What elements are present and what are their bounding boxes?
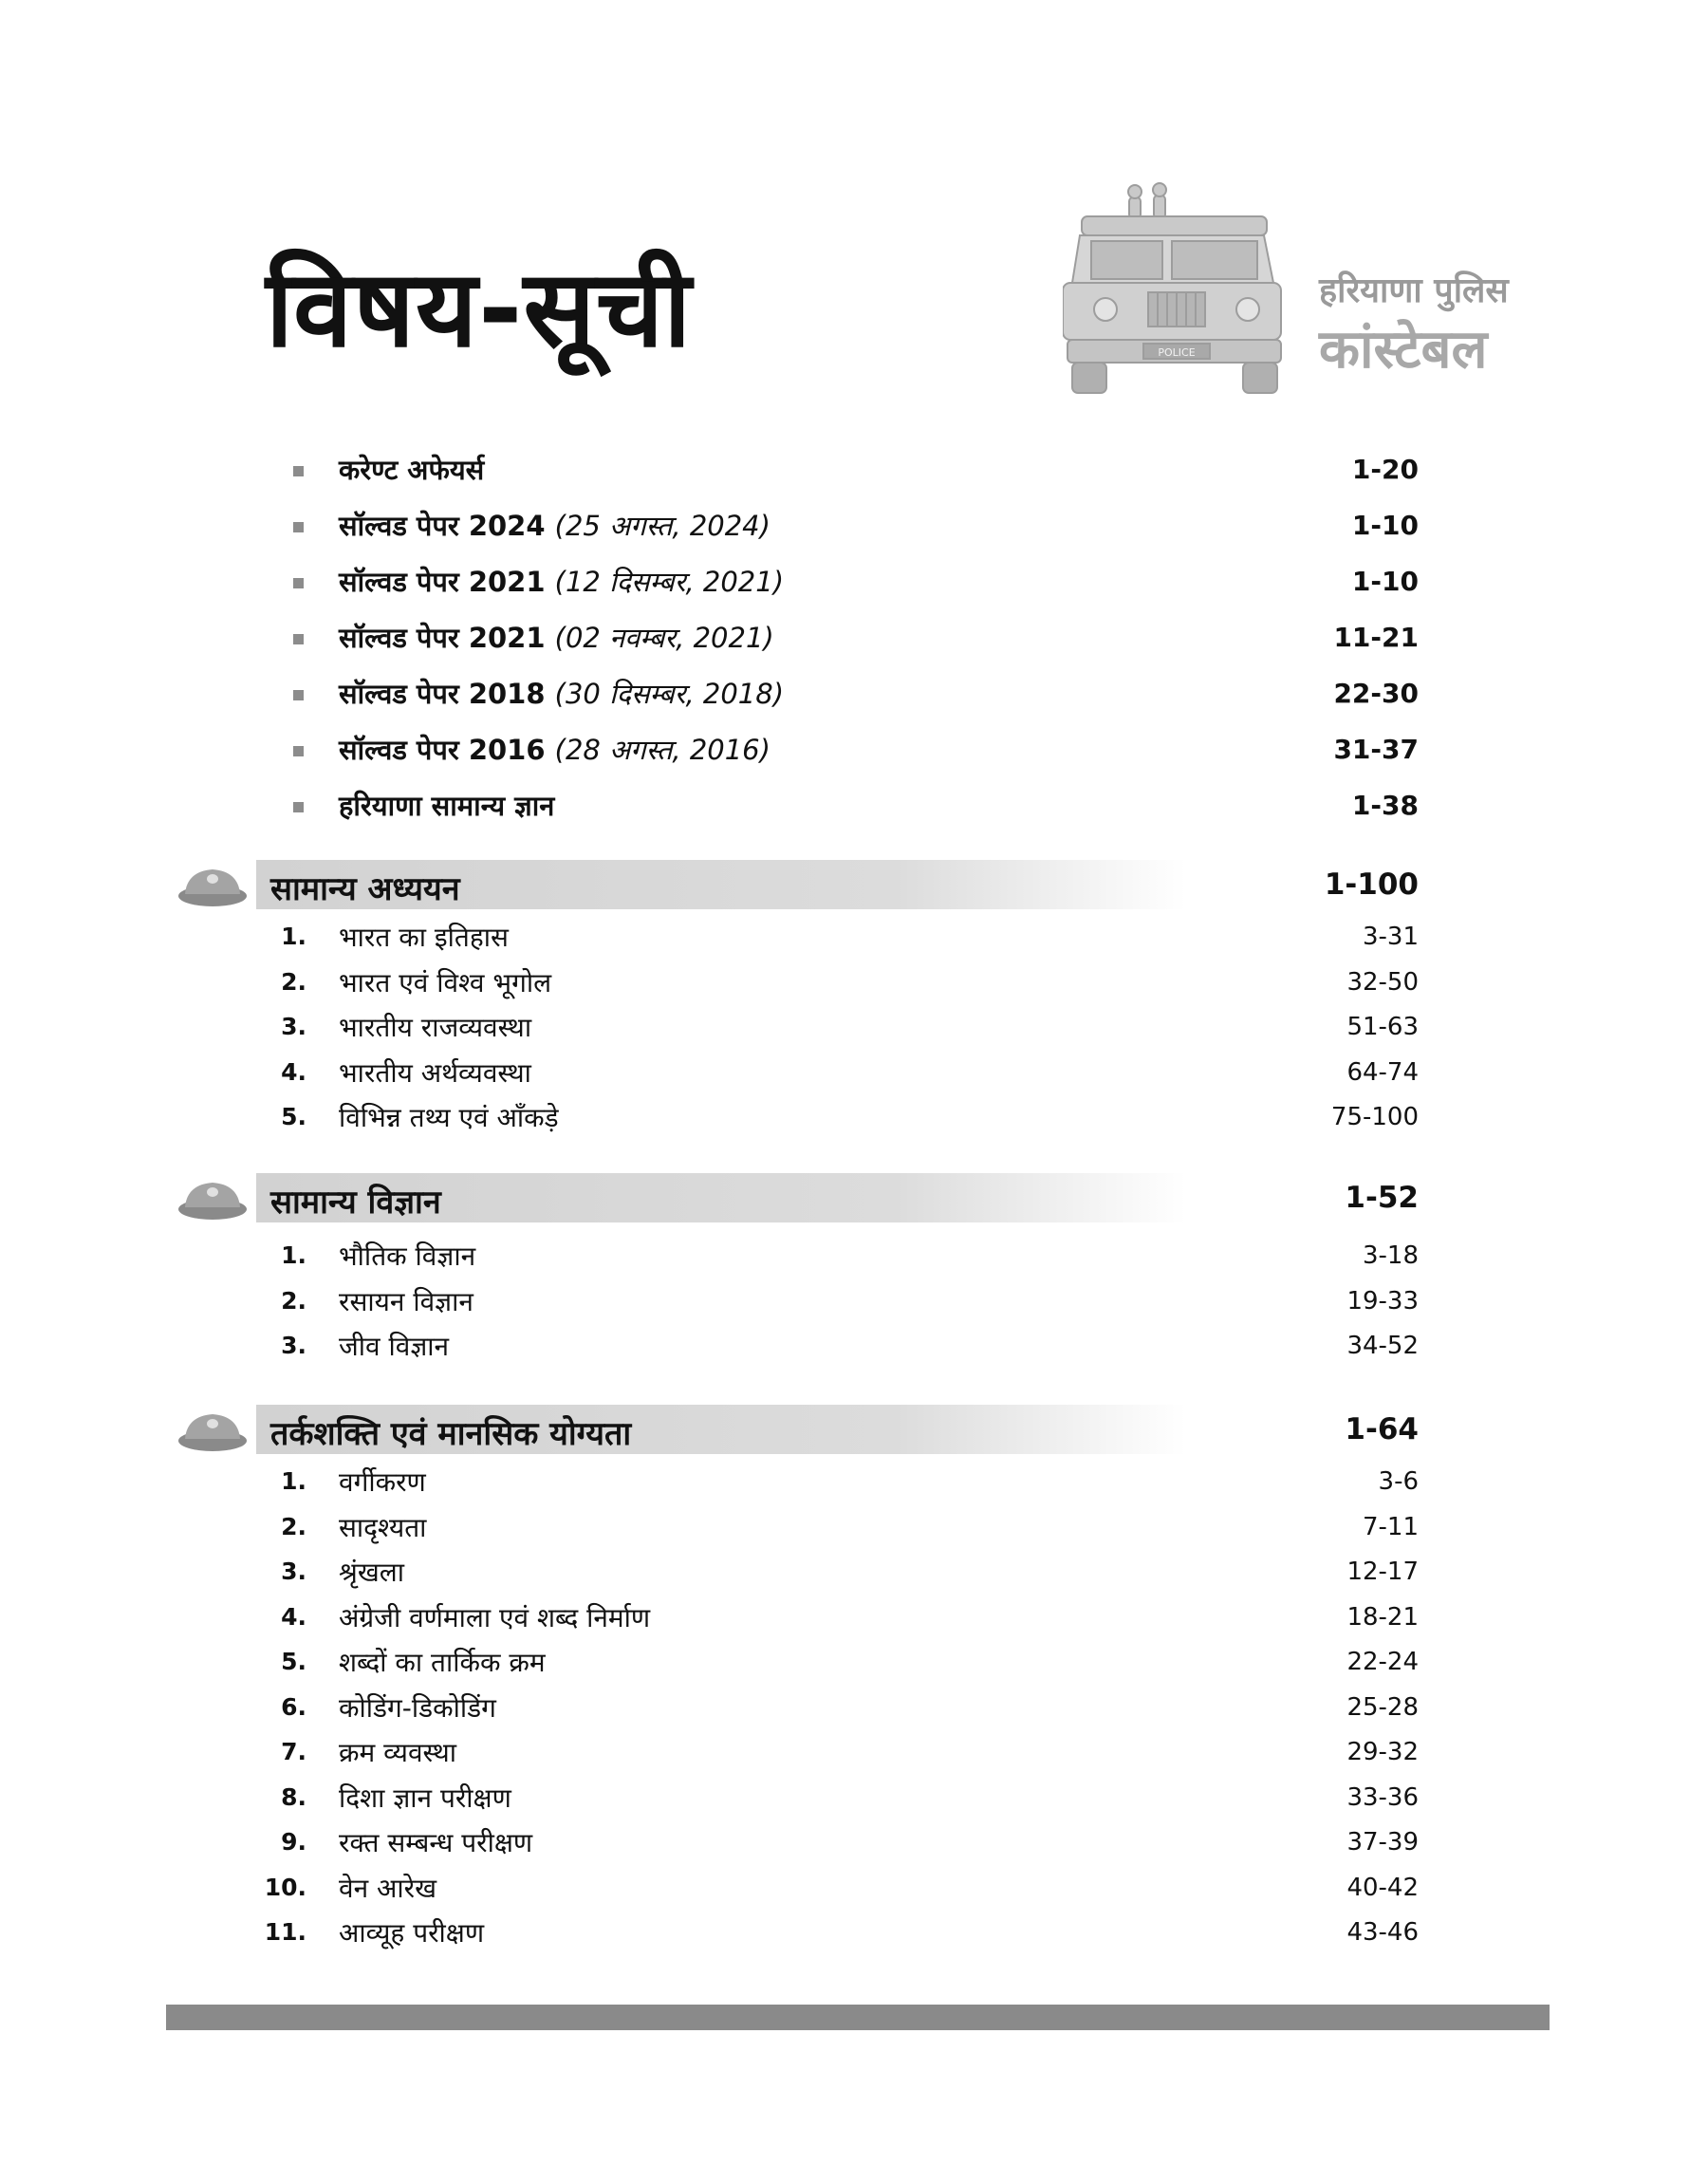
list-item xyxy=(176,1909,1419,1954)
item-title: भारतीय अर्थव्यवस्था xyxy=(339,1056,531,1089)
item-pages: 29-32 xyxy=(1346,1738,1419,1766)
item-title: आव्यूह परीक्षण xyxy=(339,1917,485,1949)
brand-line2: कांस्टेबल xyxy=(1319,319,1488,381)
item-date: (25 अगस्त, 2024) xyxy=(554,510,770,542)
item-title: सॉल्वड पेपर 2021 (02 नवम्बर, 2021) xyxy=(339,622,774,654)
page-title: विषय-सूची xyxy=(266,248,693,371)
item-title: सॉल्वड पेपर 2016 (28 अगस्त, 2016) xyxy=(339,734,770,766)
section-reasoning xyxy=(176,1405,1419,1954)
item-title: शब्दों का तार्किक क्रम xyxy=(339,1647,546,1678)
list-item xyxy=(176,1638,1419,1684)
brand-block xyxy=(1063,178,1556,406)
bullet-icon xyxy=(293,802,304,812)
list-item xyxy=(289,721,1419,777)
item-number: 1. xyxy=(281,1467,306,1495)
item-title: सॉल्वड पेपर 2018 (30 दिसम्बर, 2018) xyxy=(339,678,785,710)
bullet-icon xyxy=(293,522,304,532)
item-title: करेण्ट अफेयर्स xyxy=(339,454,485,486)
item-pages: 1-10 xyxy=(1351,510,1419,541)
item-title: भारतीय राजव्यवस्था xyxy=(339,1012,532,1043)
item-pages: 3-31 xyxy=(1362,923,1419,951)
bullet-icon xyxy=(293,466,304,476)
item-pages: 1-38 xyxy=(1351,790,1419,821)
brand-line1: हरियाणा पुलिस xyxy=(1319,271,1509,310)
item-pages: 40-42 xyxy=(1346,1873,1419,1902)
item-title: वेन आरेख xyxy=(339,1872,436,1904)
item-pages: 1-10 xyxy=(1351,566,1419,597)
item-number: 3. xyxy=(281,1558,306,1585)
list-item xyxy=(176,1594,1419,1639)
item-pages: 1-20 xyxy=(1351,454,1419,485)
item-pages: 75-100 xyxy=(1330,1103,1419,1131)
item-title: कोडिंग-डिकोडिंग xyxy=(339,1691,496,1724)
list-item xyxy=(289,553,1419,609)
item-number: 2. xyxy=(281,1286,306,1315)
item-title: भारत एवं विश्व भूगोल xyxy=(339,966,552,998)
item-title: हरियाणा सामान्य ज्ञान xyxy=(339,790,555,822)
bullet-icon xyxy=(293,690,304,700)
item-pages: 22-24 xyxy=(1346,1648,1419,1676)
section-general-science xyxy=(176,1173,1419,1368)
item-title: भौतिक विज्ञान xyxy=(339,1241,476,1272)
list-item xyxy=(176,1503,1419,1549)
item-number: 4. xyxy=(281,1602,306,1631)
item-title: दिशा ज्ञान परीक्षण xyxy=(339,1782,511,1814)
item-number: 7. xyxy=(281,1738,306,1765)
item-title: सादृश्यता xyxy=(339,1511,427,1543)
vehicle-plate-text: POLICE xyxy=(1158,346,1196,359)
item-pages: 19-33 xyxy=(1346,1286,1419,1315)
item-title: रसायन विज्ञान xyxy=(339,1285,473,1317)
list-item xyxy=(289,609,1419,665)
list-item xyxy=(289,777,1419,833)
item-number: 8. xyxy=(281,1782,306,1811)
list-item xyxy=(176,1322,1419,1368)
item-title: विभिन्न तथ्य एवं आँकड़े xyxy=(339,1102,559,1133)
list-item xyxy=(176,1003,1419,1049)
item-title: रक्त सम्बन्ध परीक्षण xyxy=(339,1827,533,1858)
list-item xyxy=(176,1819,1419,1864)
list-item xyxy=(176,1049,1419,1094)
item-pages: 18-21 xyxy=(1346,1602,1419,1632)
item-pages: 22-30 xyxy=(1333,678,1419,709)
list-item xyxy=(176,913,1419,959)
item-pages: 7-11 xyxy=(1362,1512,1419,1541)
item-title: श्रृंखला xyxy=(339,1557,404,1588)
item-title: जीव विज्ञान xyxy=(339,1331,450,1362)
section-pages: 1-100 xyxy=(1324,868,1419,902)
item-number: 3. xyxy=(281,1013,306,1040)
section-header xyxy=(176,1173,1419,1222)
item-number: 2. xyxy=(281,1512,306,1540)
list-item xyxy=(176,1278,1419,1323)
item-pages: 11-21 xyxy=(1333,622,1419,653)
item-number: 11. xyxy=(264,1918,306,1946)
item-title: अंग्रेजी वर्णमाला एवं शब्द निर्माण xyxy=(339,1601,651,1633)
list-item xyxy=(176,1684,1419,1729)
item-number: 2. xyxy=(281,967,306,996)
section-header xyxy=(176,860,1419,909)
list-item xyxy=(176,1093,1419,1139)
list-item xyxy=(176,959,1419,1004)
item-pages: 33-36 xyxy=(1346,1782,1419,1812)
item-number: 9. xyxy=(281,1828,306,1856)
police-cap-icon xyxy=(176,1410,250,1454)
item-pages: 43-46 xyxy=(1346,1918,1419,1947)
item-date: (12 दिसम्बर, 2021) xyxy=(554,566,785,598)
item-title: वर्गीकरण xyxy=(339,1466,426,1498)
section-header xyxy=(176,1405,1419,1454)
police-cap-icon xyxy=(176,1179,250,1222)
list-item xyxy=(176,1774,1419,1819)
item-number: 6. xyxy=(281,1692,306,1721)
item-number: 5. xyxy=(281,1648,306,1675)
item-pages: 31-37 xyxy=(1333,734,1419,765)
item-pages: 37-39 xyxy=(1346,1828,1419,1856)
item-pages: 51-63 xyxy=(1346,1013,1419,1041)
section-title: सामान्य अध्ययन xyxy=(270,870,460,908)
police-cap-icon xyxy=(176,866,250,909)
section-title: सामान्य विज्ञान xyxy=(270,1184,441,1222)
section-title: तर्कशक्ति एवं मानसिक योग्यता xyxy=(270,1415,632,1453)
item-pages: 25-28 xyxy=(1346,1692,1419,1722)
list-item xyxy=(176,1458,1419,1503)
item-pages: 3-6 xyxy=(1378,1467,1419,1496)
list-item xyxy=(289,497,1419,553)
list-item xyxy=(176,1232,1419,1278)
section-pages: 1-52 xyxy=(1345,1181,1419,1215)
item-title: क्रम व्यवस्था xyxy=(339,1737,457,1768)
item-date: (02 नवम्बर, 2021) xyxy=(554,622,774,654)
section-general-studies xyxy=(176,860,1419,1139)
item-pages: 64-74 xyxy=(1346,1057,1419,1087)
bullet-icon xyxy=(293,746,304,756)
item-pages: 12-17 xyxy=(1346,1558,1419,1586)
footer-bar xyxy=(166,2005,1550,2030)
list-item xyxy=(289,441,1419,497)
item-number: 1. xyxy=(281,923,306,950)
bullet-icon xyxy=(293,634,304,644)
list-item xyxy=(289,665,1419,721)
item-number: 3. xyxy=(281,1332,306,1359)
list-item xyxy=(176,1548,1419,1594)
police-vehicle-icon xyxy=(1063,178,1309,397)
list-item xyxy=(176,1728,1419,1774)
item-date: (30 दिसम्बर, 2018) xyxy=(554,678,785,710)
item-number: 1. xyxy=(281,1241,306,1269)
item-number: 4. xyxy=(281,1057,306,1086)
section-pages: 1-64 xyxy=(1345,1412,1419,1446)
item-pages: 3-18 xyxy=(1362,1241,1419,1270)
item-pages: 34-52 xyxy=(1346,1332,1419,1360)
item-number: 10. xyxy=(264,1873,306,1901)
item-date: (28 अगस्त, 2016) xyxy=(554,734,770,766)
item-title: भारत का इतिहास xyxy=(339,922,509,953)
item-number: 5. xyxy=(281,1103,306,1130)
item-pages: 32-50 xyxy=(1346,967,1419,997)
item-title: सॉल्वड पेपर 2024 (25 अगस्त, 2024) xyxy=(339,510,770,542)
top-list xyxy=(289,441,1419,833)
list-item xyxy=(176,1864,1419,1910)
item-title: सॉल्वड पेपर 2021 (12 दिसम्बर, 2021) xyxy=(339,566,785,598)
bullet-icon xyxy=(293,578,304,588)
